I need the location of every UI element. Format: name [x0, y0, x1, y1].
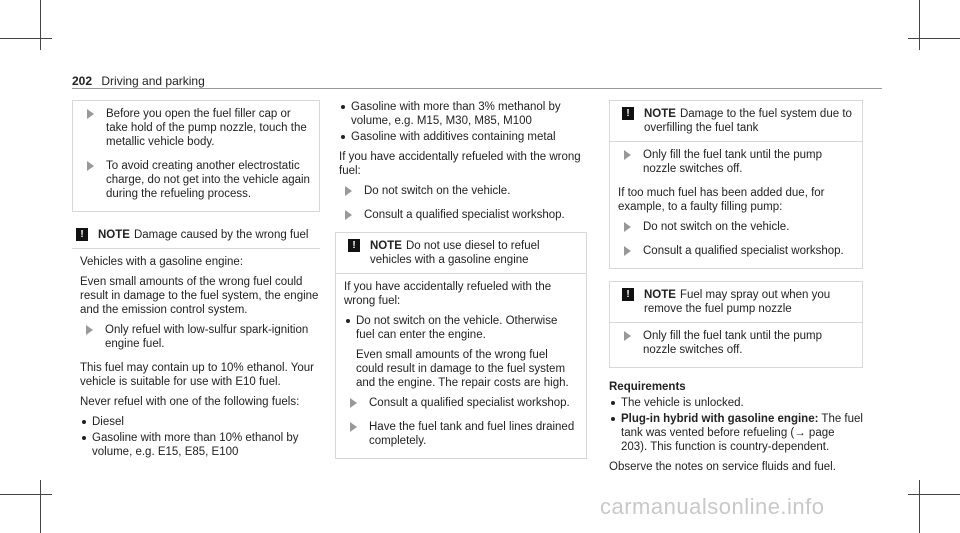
instruction-step — [618, 148, 854, 176]
step-text: Only fill the fuel tank until the pump nozzle switches off. — [643, 330, 822, 356]
note-label: NOTE — [98, 229, 130, 241]
arrow-icon — [624, 331, 631, 341]
arrow-icon — [87, 161, 94, 171]
list-item: Do not switch on the vehicle. Otherwise fuel can enter the engine. — [344, 314, 578, 342]
arrow-icon — [624, 246, 631, 256]
requirements-section — [609, 380, 863, 474]
note-box — [609, 281, 863, 368]
step-text: Consult a qualified specialist workshop. — [369, 397, 570, 409]
note-header — [72, 228, 320, 242]
note-label: NOTE — [370, 240, 402, 252]
instruction-step — [618, 244, 854, 258]
instruction-step — [344, 396, 578, 410]
page-header — [72, 74, 205, 88]
bold-label: Plug-in hybrid with gasoline engine: — [621, 413, 819, 425]
warning-icon: ! — [348, 239, 360, 252]
crop-mark — [40, 0, 41, 50]
arrow-icon — [624, 150, 631, 160]
column-1 — [72, 100, 320, 471]
crop-mark — [919, 480, 920, 533]
step-text: Have the fuel tank and fuel lines drained completely. — [369, 421, 575, 447]
paragraph: If you have accidentally refueled with the wrong fuel: — [339, 151, 581, 177]
step-text: Only refuel with low-sulfur spark-ignition engine fuel. — [105, 324, 309, 350]
arrow-icon — [87, 109, 94, 119]
requirements-title: Requirements — [609, 381, 686, 393]
list-item: Diesel — [80, 415, 320, 429]
header-divider — [72, 88, 882, 89]
step-text: Do not switch on the vehicle. — [643, 221, 790, 233]
note-paragraph: Never refuel with one of the following fuels: — [80, 396, 300, 408]
step-text: Do not switch on the vehicle. — [364, 185, 511, 197]
section-title: Driving and parking — [101, 74, 205, 88]
note-title: Damage to the fuel system due to overfilling the fuel tank — [644, 108, 852, 134]
list-item: Gasoline with additives containing metal — [339, 130, 587, 144]
divider — [336, 273, 586, 274]
crop-mark — [908, 38, 960, 39]
continued-content — [335, 100, 587, 222]
arrow-icon — [350, 422, 357, 432]
note-title: Damage caused by the wrong fuel — [133, 229, 309, 241]
note-body — [72, 255, 320, 459]
note-box — [335, 232, 587, 459]
instruction-step — [344, 420, 578, 448]
instruction-step — [618, 329, 854, 357]
step-text: To avoid creating another electrostatic charge, do not get into the vehicle again during the refueling process. — [106, 160, 310, 200]
note-paragraph: If you have accidentally refueled with the wrong fuel: — [344, 281, 552, 307]
note-header — [344, 239, 578, 267]
requirements-list — [609, 396, 863, 454]
note-box — [72, 224, 320, 459]
instruction-step — [81, 107, 311, 149]
divider — [610, 322, 862, 323]
note-title: Do not use diesel to refuel vehicles with a gasoline engine — [370, 240, 540, 266]
step-text: Consult a qualified specialist workshop. — [643, 245, 844, 257]
instruction-step — [339, 184, 587, 198]
column-2 — [335, 100, 587, 471]
list-item-text: The fuel tank was vented before refueling (→ page 203). This function is country-dependent. — [621, 413, 863, 453]
page-number: 202 — [72, 74, 93, 88]
arrow-icon — [624, 222, 631, 232]
list-item — [609, 412, 863, 454]
list-item: Gasoline with more than 3% methanol by volume, e.g. M15, M30, M85, M100 — [339, 100, 587, 128]
list-item: The vehicle is unlocked. — [609, 396, 863, 410]
crop-mark — [0, 494, 52, 495]
column-3 — [609, 100, 863, 480]
note-label: NOTE — [644, 108, 676, 120]
arrow-icon — [86, 325, 93, 335]
warning-icon: ! — [76, 228, 88, 241]
instruction-step — [339, 208, 587, 222]
step-text: Before you open the fuel filler cap or take hold of the pump nozzle, touch the metallic vehicle body. — [106, 108, 307, 148]
fuel-list — [80, 415, 320, 459]
note-title: Fuel may spray out when you remove the fuel pump nozzle — [644, 289, 831, 315]
instruction-step — [618, 220, 854, 234]
note-label: NOTE — [644, 289, 676, 301]
crop-mark — [908, 494, 960, 495]
list-item: Gasoline with more than 10% ethanol by volume, e.g. E15, E85, E100 — [80, 431, 320, 459]
warning-icon: ! — [622, 107, 634, 120]
arrow-icon — [350, 398, 357, 408]
instruction-step — [80, 323, 320, 351]
step-text: Only fill the fuel tank until the pump nozzle switches off. — [643, 149, 822, 175]
note-box — [609, 100, 863, 269]
divider — [72, 248, 320, 249]
crop-mark — [40, 480, 41, 533]
footer-note: Observe the notes on service fluids and fuel. — [609, 461, 836, 473]
watermark: carmanualsonline.info — [600, 494, 825, 519]
warning-icon: ! — [622, 288, 634, 301]
note-paragraph: Even small amounts of the wrong fuel could result in damage to the fuel system and the engine. The repair costs are high. — [356, 349, 569, 389]
note-list — [344, 314, 578, 342]
note-header — [618, 107, 854, 135]
note-header — [618, 288, 854, 316]
crop-mark — [919, 0, 920, 50]
note-paragraph: Vehicles with a gasoline engine: — [80, 256, 244, 268]
crop-mark — [0, 38, 52, 39]
note-paragraph: Even small amounts of the wrong fuel could result in damage to the fuel system, the engine and the emission control system. — [80, 276, 319, 316]
arrow-icon — [345, 186, 352, 196]
instruction-box — [72, 100, 320, 212]
arrow-icon — [345, 210, 352, 220]
divider — [610, 141, 862, 142]
step-text: Consult a qualified specialist workshop. — [364, 209, 565, 221]
note-paragraph: If too much fuel has been added due, for example, to a faulty filling pump: — [618, 187, 825, 213]
note-paragraph: This fuel may contain up to 10% ethanol. Your vehicle is suitable for use with E10 fuel. — [80, 362, 314, 388]
fuel-list — [339, 100, 587, 144]
instruction-step — [81, 159, 311, 201]
